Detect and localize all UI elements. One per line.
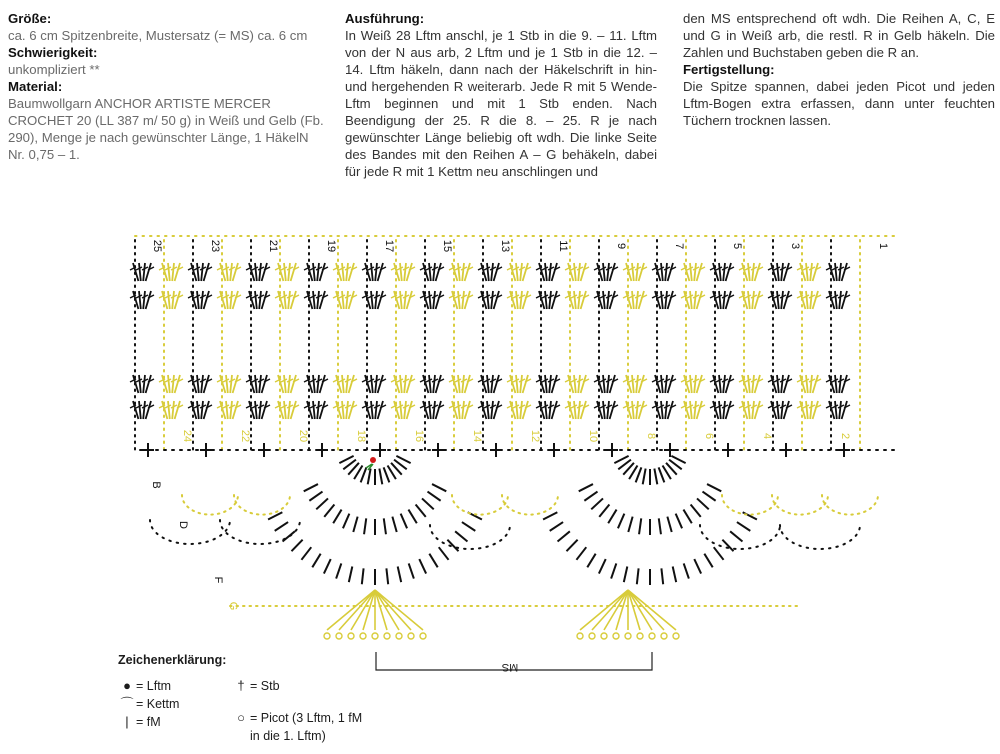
scallop-outline: [700, 525, 780, 549]
stitch-group: [652, 401, 676, 419]
arc-icon: ⌒: [120, 696, 134, 711]
stitch-group: [333, 401, 357, 419]
stitch-group: [536, 401, 560, 419]
stitch-group: [217, 263, 241, 281]
stitch-group: [652, 375, 676, 393]
stitch-group: [420, 401, 444, 419]
edge-row-label: D: [177, 521, 189, 529]
stitch-group: [362, 401, 386, 419]
stitch-group: [246, 401, 270, 419]
stitch-group: [739, 291, 763, 309]
stitch-group: [797, 263, 821, 281]
stitch-group: [246, 375, 270, 393]
row-label-odd: 25: [151, 239, 163, 253]
stitch-group: [246, 291, 270, 309]
picot-stitch: [580, 590, 628, 630]
stitch-group: [188, 401, 212, 419]
legend-fm: | = fM: [118, 714, 161, 730]
material-heading: Material:: [8, 79, 63, 94]
stitch-group: [710, 291, 734, 309]
stitch-group: [391, 401, 415, 419]
row-label-odd: 15: [441, 239, 453, 253]
picot-ring: [324, 633, 330, 639]
picot-ring: [589, 633, 595, 639]
bar-icon: |: [125, 714, 129, 729]
left-text-column: [8, 10, 326, 163]
legend-kettm: ⌒ = Kettm: [118, 696, 179, 712]
stitch-group: [130, 401, 154, 419]
edge-row-label: G: [227, 601, 239, 611]
scallop-outline: [150, 520, 230, 544]
row-label-even: 10: [587, 429, 599, 443]
material-text: Baumwollgarn ANCHOR ARTISTE MERCER CROCHET 20 (LL 387 m/ 50 g) in Weiß und Gelb (Fb. 290), Menge je nach gewünschter Länge, 1 HäkelN Nr. 0,75 – 1.: [8, 96, 324, 162]
flower-mark: [366, 457, 376, 470]
picot-stitch: [375, 590, 423, 630]
stitch-group: [797, 291, 821, 309]
row-label-odd: 21: [267, 239, 279, 253]
legend-picot-cont: in die 1. Lftm): [250, 729, 326, 743]
stitch-group: [594, 375, 618, 393]
picot-ring: [577, 633, 583, 639]
stitch-group: [420, 375, 444, 393]
stitch-group: [507, 291, 531, 309]
stitch-group: [275, 375, 299, 393]
stitch-group: [681, 291, 705, 309]
stitch-group: [681, 263, 705, 281]
stitch-group: [275, 291, 299, 309]
fertigstellung-heading: Fertigstellung:: [683, 62, 775, 77]
stitch-group: [333, 375, 357, 393]
stitch-group: [681, 401, 705, 419]
row-label-even: 14: [471, 429, 483, 443]
row-label-odd: 11: [557, 240, 569, 252]
picot-stitch: [375, 590, 399, 630]
picot-stitch: [604, 590, 628, 630]
groesse-heading: Größe:: [8, 11, 52, 26]
stitch-group: [768, 291, 792, 309]
scallop-outline: [452, 495, 508, 515]
stitch-group: [391, 375, 415, 393]
row-label-even: 2: [839, 432, 851, 440]
stitch-group: [826, 401, 850, 419]
row-label-odd: 3: [789, 242, 801, 250]
ring-icon: ○: [237, 710, 245, 725]
scallop-outline: [220, 520, 300, 544]
stitch-group: [159, 401, 183, 419]
row-label-odd: 17: [383, 239, 395, 253]
picot-stitch: [628, 590, 676, 630]
picot-ring: [372, 633, 378, 639]
stitch-columns: [130, 236, 900, 457]
stitch-group: [565, 291, 589, 309]
stitch-group: [188, 291, 212, 309]
row-label-odd: 23: [209, 239, 221, 253]
stitch-group: [507, 263, 531, 281]
scallop-outline: [502, 495, 558, 515]
stitch-group: [362, 263, 386, 281]
stitch-group: [478, 375, 502, 393]
stitch-group: [594, 291, 618, 309]
stitch-group: [710, 263, 734, 281]
stitch-group: [130, 375, 154, 393]
stitch-group: [130, 263, 154, 281]
legend-title: Zeichenerklärung:: [118, 653, 227, 667]
row-label-even: 8: [645, 432, 657, 440]
schwierigkeit-text: unkompliziert **: [8, 62, 100, 77]
stitch-group: [420, 291, 444, 309]
stitch-group: [826, 263, 850, 281]
stitch-group: [217, 375, 241, 393]
scallop-outline: [722, 495, 778, 515]
row-label-even: 12: [529, 429, 541, 443]
picot-ring: [625, 633, 631, 639]
stitch-group: [304, 401, 328, 419]
stitch-group: [391, 291, 415, 309]
stitch-group: [594, 263, 618, 281]
ausfuehrung-text: In Weiß 28 Lftm anschl, je 1 Stb in die 9. – 11. Lftm von der N aus arb, 2 Lftm und je 1 Stb in die 12. – 14. Lftm häkeln, dann nach der Häkelschrift in hin- und hergehenden R weiterarb. Jede R mit 5 Wende-Lftm beginnen und mit 1 Stb enden. Nach Beendigung der 25. R die 8. – 25. R je nach gewünschter Länge beliebig oft wdh. Die linke Seite des Bandes mit den Reihen A – G behäkeln, dabei für jede R mit 1 Kettm neu anschlingen und: [345, 28, 657, 179]
row-label-even: 16: [413, 429, 425, 443]
row-label-even: 20: [297, 429, 309, 443]
edge-row-labels: [150, 481, 239, 610]
stitch-group: [536, 291, 560, 309]
stitch-group: [739, 375, 763, 393]
scallop-outline: [780, 525, 860, 549]
stitch-group: [275, 401, 299, 419]
stitch-group: [826, 291, 850, 309]
stitch-group: [449, 291, 473, 309]
stitch-group: [565, 263, 589, 281]
stitch-group: [130, 291, 154, 309]
groesse-text: ca. 6 cm Spitzenbreite, Mustersatz (= MS) ca. 6 cm: [8, 28, 308, 43]
picot-ring: [336, 633, 342, 639]
stitch-group: [768, 263, 792, 281]
row-label-odd: 19: [325, 239, 337, 253]
ausfuehrung-heading: Ausführung:: [345, 11, 425, 26]
stitch-group: [362, 291, 386, 309]
stitch-group: [710, 375, 734, 393]
stitch-group: [478, 401, 502, 419]
picot-ring: [420, 633, 426, 639]
stitch-group: [275, 263, 299, 281]
row-label-odd: 9: [615, 242, 627, 250]
stitch-group: [333, 263, 357, 281]
middle-text-column: [345, 10, 657, 180]
row-label-odd: 7: [673, 242, 685, 250]
stitch-group: [478, 263, 502, 281]
stitch-group: [623, 263, 647, 281]
edge-row-label: B: [150, 481, 162, 489]
stitch-group: [449, 263, 473, 281]
row-label-odd: 5: [731, 242, 743, 250]
picot-ring: [613, 633, 619, 639]
stitch-group: [536, 263, 560, 281]
stitch-group: [623, 375, 647, 393]
stitch-group: [710, 401, 734, 419]
picot-ring: [601, 633, 607, 639]
picot-stitch: [628, 590, 652, 630]
picot-ring: [649, 633, 655, 639]
picot-ring: [348, 633, 354, 639]
stitch-group: [188, 263, 212, 281]
stitch-group: [362, 375, 386, 393]
row-label-even: 22: [239, 429, 251, 443]
stitch-group: [797, 401, 821, 419]
stitch-group: [246, 263, 270, 281]
stitch-group: [217, 401, 241, 419]
stitch-group: [565, 401, 589, 419]
picot-stitch: [351, 590, 375, 630]
picot-ring: [396, 633, 402, 639]
stitch-group: [623, 401, 647, 419]
stitch-group: [797, 375, 821, 393]
edge-scallops: [150, 456, 878, 639]
stitch-group: [536, 375, 560, 393]
stitch-group: [739, 263, 763, 281]
legend-lftm: ● = Lftm: [118, 678, 171, 694]
picot-ring: [673, 633, 679, 639]
picot-ring: [661, 633, 667, 639]
scallop: [304, 484, 447, 535]
stitch-group: [768, 401, 792, 419]
picot-ring: [408, 633, 414, 639]
scallop-outline: [430, 525, 510, 549]
fertigstellung-text: Die Spitze spannen, dabei jeden Picot und jeden Lftm-Bogen extra erfassen, dann unter feuchten Tüchern trocknen lassen.: [683, 79, 995, 128]
stitch-group: [159, 375, 183, 393]
stitch-group: [391, 263, 415, 281]
stitch-group: [449, 401, 473, 419]
row-label-odd: 13: [499, 239, 511, 253]
picot-stitch: [327, 590, 375, 630]
stitch-group: [594, 401, 618, 419]
stitch-group: [623, 291, 647, 309]
legend: [118, 652, 438, 748]
stitch-group: [652, 263, 676, 281]
repeat-label: MS: [501, 661, 519, 673]
stitch-group: [217, 291, 241, 309]
stitch-group: [159, 291, 183, 309]
stitch-group: [652, 291, 676, 309]
stitch-group: [304, 375, 328, 393]
stitch-group: [420, 263, 444, 281]
stitch-group: [826, 375, 850, 393]
stitch-group: [565, 375, 589, 393]
picot-ring: [360, 633, 366, 639]
scallop-outline: [822, 495, 878, 515]
edge-row-label: F: [212, 576, 224, 584]
legend-picot: ○ = Picot (3 Lftm, 1 fM: [232, 710, 362, 726]
scallop-outline: [772, 495, 828, 515]
scallop: [614, 456, 685, 485]
picot-ring: [384, 633, 390, 639]
stitch-group: [478, 291, 502, 309]
stitch-group: [333, 291, 357, 309]
picot-ring: [637, 633, 643, 639]
stitch-group: [507, 375, 531, 393]
stitch-group: [739, 401, 763, 419]
stitch-group: [681, 375, 705, 393]
stitch-group: [768, 375, 792, 393]
scallop-outline: [182, 495, 238, 515]
row-label-even: 4: [761, 432, 773, 440]
right-text-column: [683, 10, 995, 129]
stitch-group: [304, 291, 328, 309]
stitch-group: [159, 263, 183, 281]
stitch-group: [188, 375, 212, 393]
stitch-group: [449, 375, 473, 393]
dot-icon: ●: [123, 678, 131, 693]
schwierigkeit-heading: Schwierigkeit:: [8, 45, 98, 60]
row-label-even: 18: [355, 429, 367, 443]
row-label-even: 6: [703, 432, 715, 440]
row-label-even: 24: [181, 429, 193, 443]
row-label-odd: 1: [877, 242, 889, 250]
legend-stb: † = Stb: [232, 678, 280, 694]
continued-text: den MS entsprechend oft wdh. Die Reihen A, C, E und G in Weiß arb, die restl. R in Gelb häkeln. Die Zahlen und Buchstaben geben die R an.: [683, 11, 995, 60]
stitch-group: [304, 263, 328, 281]
dagger-icon: †: [237, 678, 245, 693]
stitch-group: [507, 401, 531, 419]
